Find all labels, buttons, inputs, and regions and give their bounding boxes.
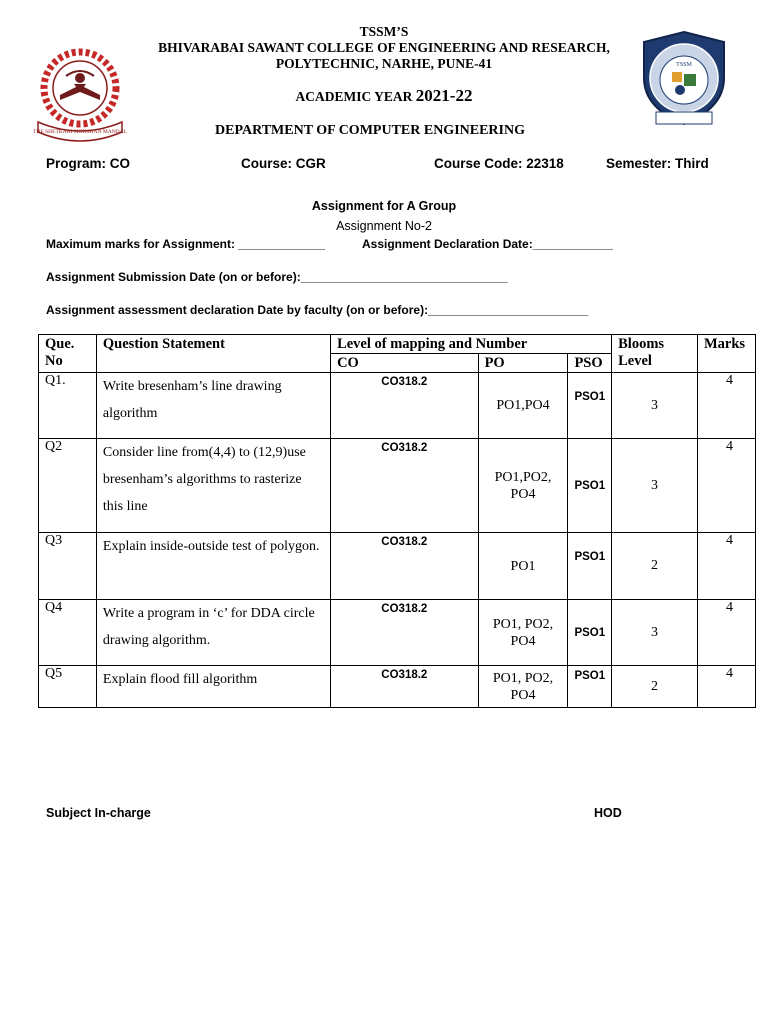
pso-mapping: PSO1 <box>568 533 612 600</box>
academic-year-label: ACADEMIC YEAR <box>295 89 413 104</box>
header-marks: Marks <box>697 335 755 373</box>
co-mapping: CO318.2 <box>331 666 479 708</box>
header-mapping: Level of mapping and Number <box>331 335 612 354</box>
header-pso: PSO <box>568 354 612 373</box>
left-logo-text: THE SHETKARI SHIKSHAN MANDAL <box>33 129 127 135</box>
program-label: Program: CO <box>46 156 131 171</box>
college-name-line1: BHIVARABAI SAWANT COLLEGE OF ENGINEERING AND RESEARCH, <box>158 40 610 55</box>
po-mapping: PO1,PO4 <box>478 373 568 439</box>
pso-mapping: PSO1 <box>568 439 612 533</box>
right-logo-text: TSSM <box>676 62 692 68</box>
po-mapping: PO1, PO2, PO4 <box>478 666 568 708</box>
assignment-title: Assignment for A Group <box>311 199 457 213</box>
question-statement: Write bresenham’s line drawing algorithm <box>96 373 330 439</box>
pso-mapping: PSO1 <box>568 666 612 708</box>
co-mapping: CO318.2 <box>331 533 479 600</box>
marks: 4 <box>697 600 755 666</box>
table-header-row <box>39 335 756 354</box>
table-row <box>39 373 756 439</box>
marks: 4 <box>697 533 755 600</box>
college-name-line2: POLYTECHNIC, NARHE, PUNE-41 <box>275 56 493 71</box>
co-mapping: CO318.2 <box>331 373 479 439</box>
marks: 4 <box>697 439 755 533</box>
pso-mapping: PSO1 <box>568 600 612 666</box>
que-no: Q1. <box>39 373 97 439</box>
co-mapping: CO318.2 <box>331 600 479 666</box>
po-mapping: PO1 <box>478 533 568 600</box>
que-no: Q3 <box>39 533 97 600</box>
blooms-level: 3 <box>612 600 698 666</box>
po-mapping: PO1, PO2, PO4 <box>478 600 568 666</box>
header-question-statement: Question Statement <box>96 335 330 373</box>
header-blooms-level: Blooms Level <box>612 335 698 373</box>
assignment-number: Assignment No-2 <box>336 219 432 233</box>
table-row <box>39 666 756 708</box>
academic-year-value: 2021-22 <box>415 86 473 105</box>
questions-table <box>38 334 756 708</box>
assessment-date-line: Assignment assessment declaration Date by faculty (on or before):________________________ <box>46 303 589 317</box>
que-no: Q2 <box>39 439 97 533</box>
header-po: PO <box>478 354 568 373</box>
question-statement: Consider line from(4,4) to (12,9)use bresenham’s algorithms to rasterize this line <box>96 439 330 533</box>
declaration-date-line: Assignment Declaration Date:____________ <box>362 237 613 251</box>
department-name: DEPARTMENT OF COMPUTER ENGINEERING <box>215 123 525 138</box>
hod-label: HOD <box>594 806 622 820</box>
subject-incharge-label: Subject In-charge <box>46 806 151 820</box>
max-marks-line: Maximum marks for Assignment: _____________ <box>46 237 326 251</box>
question-statement: Explain inside-outside test of polygon. <box>96 533 330 600</box>
course-label: Course: CGR <box>241 156 326 171</box>
que-no: Q4 <box>39 600 97 666</box>
header-co: CO <box>331 354 479 373</box>
society-name: TSSM’S <box>359 24 409 39</box>
table-row <box>39 600 756 666</box>
blooms-level: 2 <box>612 666 698 708</box>
academic-year <box>0 86 768 106</box>
pso-mapping: PSO1 <box>568 373 612 439</box>
table-row <box>39 439 756 533</box>
que-no: Q5 <box>39 666 97 708</box>
blooms-level: 3 <box>612 373 698 439</box>
question-statement: Write a program in ‘c’ for DDA circle drawing algorithm. <box>96 600 330 666</box>
marks: 4 <box>697 666 755 708</box>
blooms-level: 3 <box>612 439 698 533</box>
table-row <box>39 533 756 600</box>
blooms-level: 2 <box>612 533 698 600</box>
po-mapping: PO1,PO2, PO4 <box>478 439 568 533</box>
question-statement: Explain flood fill algorithm <box>96 666 330 708</box>
course-code-label: Course Code: 22318 <box>434 156 564 171</box>
marks: 4 <box>697 373 755 439</box>
semester-label: Semester: Third <box>606 156 709 171</box>
co-mapping: CO318.2 <box>331 439 479 533</box>
submission-date-line: Assignment Submission Date (on or before):_______________________________ <box>46 270 508 284</box>
header-que-no: Que. No <box>39 335 97 373</box>
